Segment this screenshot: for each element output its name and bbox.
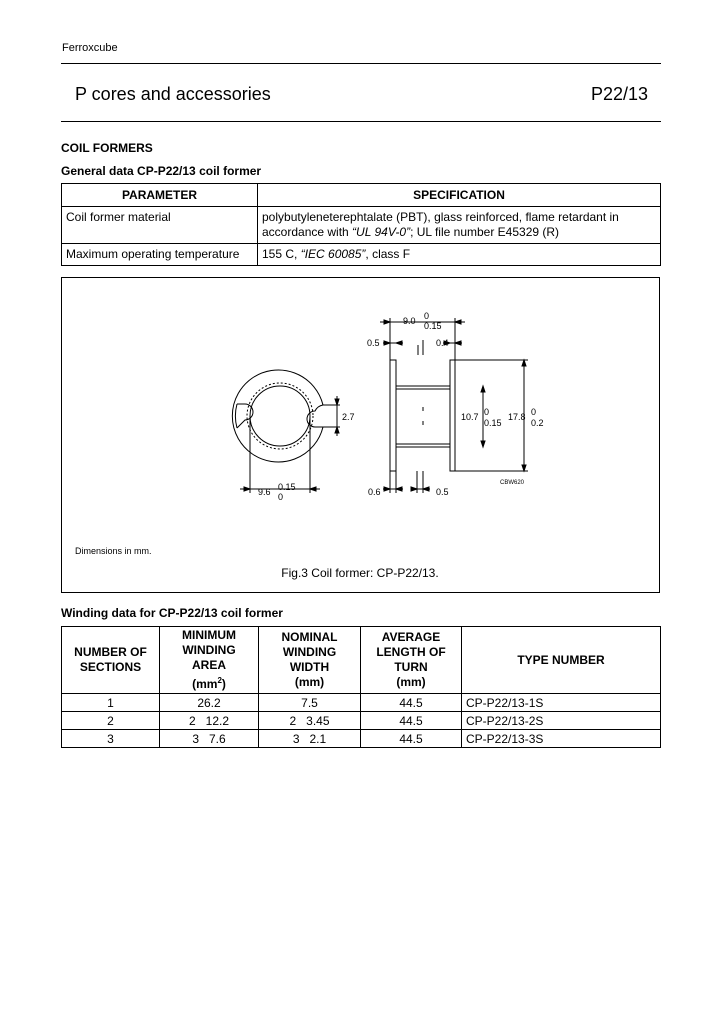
arrow — [384, 341, 390, 345]
turn-cell: 44.5 — [361, 694, 462, 712]
arrow — [455, 341, 461, 345]
spec-line: polybutyleneterephtalate (PBT), glass reinforced, flame retardant in — [262, 210, 619, 224]
outer-ring-left-edge — [235, 404, 237, 428]
arrow — [423, 487, 429, 491]
header-line: NUMBER OF — [74, 645, 147, 659]
spec-standard: “IEC 60085” — [300, 247, 366, 261]
front-view — [232, 370, 323, 462]
header-line: WINDING — [182, 643, 236, 657]
col-parameter: PARAMETER — [62, 184, 258, 207]
arrow — [522, 360, 526, 366]
arrow — [244, 487, 250, 491]
winding-data-heading: Winding data for CP-P22/13 coil former — [61, 606, 283, 620]
header-unit: ) — [221, 677, 226, 691]
sections-cell: 2 — [62, 712, 160, 730]
area-cell — [160, 694, 259, 712]
drawing-code: CBW620 — [500, 480, 525, 486]
spec-standard: “UL 94V-0” — [352, 225, 411, 239]
arrow — [384, 320, 390, 324]
width-value: 2.1 — [309, 731, 327, 746]
width-value: 7.5 — [301, 695, 318, 710]
type-cell: CP-P22/13-3S — [462, 730, 661, 748]
spec-text: accordance with — [262, 225, 353, 239]
header-line: MINIMUM — [182, 628, 236, 642]
table-row — [62, 712, 661, 730]
dim-inner-diam: 10.7 — [461, 412, 479, 422]
inner-dashed-circle — [247, 383, 313, 449]
arrow — [310, 487, 316, 491]
area-value: 12.2 — [205, 713, 230, 728]
table-row — [62, 694, 661, 712]
dim-outer-tol-b: 0.2 — [531, 418, 544, 428]
col-sections — [62, 627, 160, 694]
dim-right-flange: 0.4 — [436, 338, 449, 348]
dim-top-tol-a: 0 — [424, 311, 430, 321]
header-line: (mm) — [396, 675, 426, 689]
col-type: TYPE NUMBER — [462, 627, 661, 694]
turn-cell: 44.5 — [361, 730, 462, 748]
arrow — [481, 441, 485, 447]
header-line: WINDING — [282, 645, 337, 659]
arrow — [481, 386, 485, 392]
width-multiplier: 3 — [292, 731, 300, 746]
width-cell — [259, 730, 361, 748]
right-flange — [450, 360, 455, 471]
general-data-heading: General data CP-P22/13 coil former — [61, 164, 262, 178]
dim-bore-tol-a: 0.15 — [278, 482, 296, 492]
arrow — [396, 487, 402, 491]
arrow — [522, 465, 526, 471]
left-slot — [237, 404, 253, 428]
spec-text: 155 C, — [262, 247, 301, 261]
arrow — [455, 320, 461, 324]
parameter-cell: Coil former material — [62, 207, 258, 244]
bore-circle — [250, 386, 310, 446]
header-line: AREA — [191, 658, 226, 672]
sections-cell: 3 — [62, 730, 160, 748]
sections-cell: 1 — [62, 694, 160, 712]
header-line: NOMINAL — [281, 630, 338, 644]
table-header-row — [62, 627, 661, 694]
area-cell — [160, 712, 259, 730]
area-multiplier: 2 — [188, 713, 196, 728]
arrow — [396, 341, 402, 345]
dim-bottom-right: 0.5 — [436, 487, 449, 497]
header-line: SECTIONS — [79, 660, 142, 674]
dim-bottom-left: 0.6 — [368, 487, 381, 497]
dim-outer-tol-a: 0 — [531, 407, 537, 417]
type-cell: CP-P22/13-2S — [462, 712, 661, 730]
header-line: LENGTH OF — [376, 645, 446, 659]
area-value: 26.2 — [197, 695, 221, 710]
figure-caption: Fig.3 Coil former: CP-P22/13. — [281, 566, 439, 580]
area-multiplier: 3 — [192, 731, 199, 746]
arrow — [384, 487, 390, 491]
header-line: (mm) — [294, 675, 325, 689]
turn-cell: 44.5 — [361, 712, 462, 730]
width-cell — [259, 694, 361, 712]
col-width — [259, 627, 361, 694]
type-cell: CP-P22/13-1S — [462, 694, 661, 712]
spec-text: ; UL file number E45329 (R) — [410, 225, 560, 239]
dim-inner-tol-a: 0 — [484, 407, 490, 417]
area-value: 7.6 — [209, 731, 226, 746]
col-area — [160, 627, 259, 694]
arrow — [335, 399, 339, 405]
section-title: COIL FORMERS — [61, 141, 153, 155]
side-view — [390, 360, 455, 471]
header-line: AVERAGE — [381, 630, 441, 644]
dimensions-note: Dimensions in mm. — [75, 546, 152, 556]
header-line: TURN — [394, 660, 428, 674]
width-cell — [259, 712, 361, 730]
spec-text: , class F — [365, 247, 411, 261]
outer-ring-outline — [232, 370, 323, 462]
dim-slot: 2.7 — [342, 412, 355, 422]
col-turn — [361, 627, 462, 694]
brand-name: Ferroxcube — [62, 42, 118, 54]
table-row — [62, 730, 661, 748]
header-unit: (mm — [192, 677, 218, 691]
left-flange — [390, 360, 396, 471]
area-cell — [160, 730, 259, 748]
header-unit-sup: 2 — [217, 676, 222, 685]
dim-bore-tol-b: 0 — [278, 492, 284, 502]
width-value: 3.45 — [306, 713, 330, 728]
dim-top-tol-b: 0.15 — [424, 321, 442, 331]
header-line: WIDTH — [289, 660, 330, 674]
document-title: P cores and accessories — [75, 84, 271, 104]
dim-inner-tol-b: 0.15 — [484, 418, 502, 428]
width-multiplier: 2 — [289, 713, 297, 728]
dim-left-flange: 0.5 — [367, 338, 380, 348]
dim-bore: 9.6 — [258, 487, 271, 497]
parameter-cell: Maximum operating temperature — [62, 244, 258, 266]
winding-data-table — [61, 626, 661, 748]
arrow — [411, 487, 417, 491]
arrow — [335, 427, 339, 433]
dim-top-width: 9.0 — [403, 316, 416, 326]
dim-outer-diam: 17.8 — [508, 412, 526, 422]
col-specification: SPECIFICATION — [258, 184, 661, 207]
document-code: P22/13 — [590, 84, 648, 104]
